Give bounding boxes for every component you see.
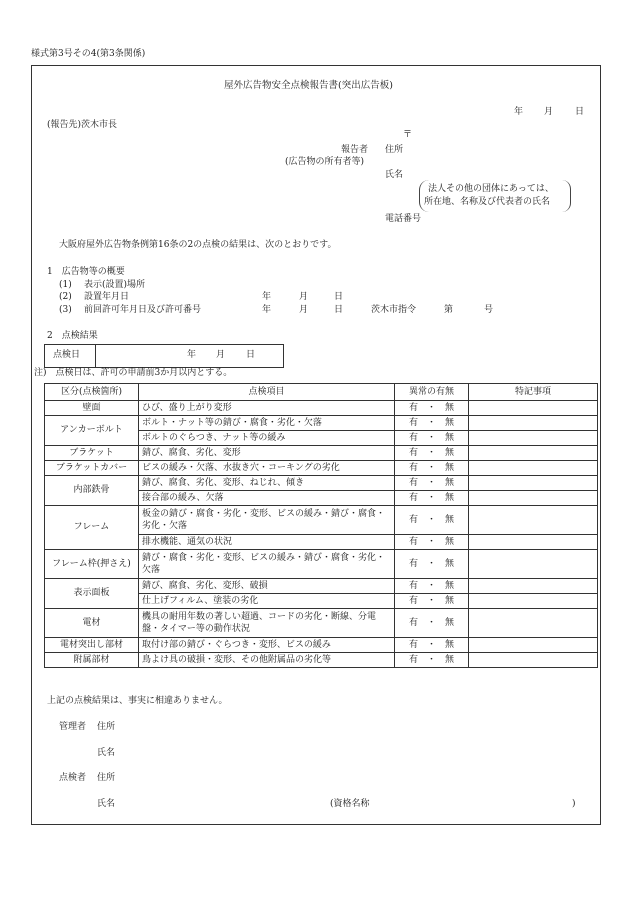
abnormality-cell[interactable]: 有 ・ 無 <box>395 446 469 461</box>
item-cell: ボルトのぐらつき、ナット等の緩み <box>139 431 395 446</box>
remarks-cell[interactable] <box>469 446 598 461</box>
item2-month: 月 <box>299 292 309 302</box>
item-cell: ひび、盛り上がり変形 <box>139 401 395 416</box>
table-row <box>45 476 598 491</box>
inspection-year: 年 <box>187 350 197 360</box>
item-cell: 鳥よけ具の破損・変形、その他附属品の劣化等 <box>139 653 395 668</box>
item-cell: ビスの緩み・欠落、水抜き穴・コーキングの劣化 <box>139 461 395 476</box>
abnormality-cell[interactable]: 有 ・ 無 <box>395 491 469 506</box>
abnormality-cell[interactable]: 有 ・ 無 <box>395 461 469 476</box>
remarks-cell[interactable] <box>469 653 598 668</box>
remarks-cell[interactable] <box>469 550 598 579</box>
date-day: 日 <box>575 107 585 117</box>
item3-dai: 第 <box>444 305 454 315</box>
intro-text: 大阪府屋外広告物条例第16条の2の点検の結果は、次のとおりです。 <box>59 240 337 250</box>
item3-city-order: 茨木市指令 <box>371 305 417 315</box>
table-row <box>45 609 598 638</box>
manager-address-label: 住所 <box>97 722 116 732</box>
table-row <box>45 506 598 535</box>
owner-note: (広告物の所有者等) <box>285 157 365 167</box>
reporter-name-label: 氏名 <box>385 170 404 180</box>
qualification-close: ) <box>572 799 576 809</box>
item-cell: 錆び・腐食・劣化・変形、ビスの緩み・錆び・腐食・劣化・欠落 <box>139 550 395 579</box>
category-cell: ブラケットカバー <box>45 461 139 476</box>
table-row <box>45 416 598 431</box>
inspection-day: 日 <box>246 350 256 360</box>
inspection-note: 注) 点検日は、許可の申請前3か月以内とする。 <box>34 368 233 378</box>
remarks-cell[interactable] <box>469 579 598 594</box>
item-cell: 板金の錆び・腐食・劣化・変形、ビスの緩み・錆び・腐食・劣化・欠落 <box>139 506 395 535</box>
section2-heading: 2 点検結果 <box>47 331 98 341</box>
item1-label: 表示(設置)場所 <box>84 280 146 290</box>
abnormality-cell[interactable]: 有 ・ 無 <box>395 638 469 653</box>
table-header-row <box>45 384 598 401</box>
corp-note-2: 所在地、名称及び代表者の氏名 <box>424 197 551 207</box>
header-remarks: 特記事項 <box>469 384 598 401</box>
declaration: 上記の点検結果は、事実に相違ありません。 <box>47 696 228 706</box>
abnormality-cell[interactable]: 有 ・ 無 <box>395 476 469 491</box>
item3-go: 号 <box>484 305 494 315</box>
category-cell: 附属部材 <box>45 653 139 668</box>
category-cell: 電材突出し部材 <box>45 638 139 653</box>
reporter-role: 報告者 <box>341 145 369 155</box>
remarks-cell[interactable] <box>469 638 598 653</box>
item-cell: 接合部の緩み、欠落 <box>139 491 395 506</box>
item3-month: 月 <box>299 305 309 315</box>
category-cell: フレーム枠(押さえ) <box>45 550 139 579</box>
remarks-cell[interactable] <box>469 476 598 491</box>
addressee: (報告先)茨木市長 <box>47 120 118 130</box>
remarks-cell[interactable] <box>469 461 598 476</box>
table-row <box>45 579 598 594</box>
remarks-cell[interactable] <box>469 431 598 446</box>
item-cell: 錆び、腐食、劣化、変形、ねじれ、傾き <box>139 476 395 491</box>
item-cell: 排水機能、通気の状況 <box>139 535 395 550</box>
item2-label: 設置年月日 <box>84 292 130 302</box>
inspection-date-label: 点検日 <box>53 350 81 360</box>
manager-name-label: 氏名 <box>97 748 116 758</box>
item2-day: 日 <box>334 292 344 302</box>
abnormality-cell[interactable]: 有 ・ 無 <box>395 579 469 594</box>
remarks-cell[interactable] <box>469 416 598 431</box>
manager-label: 管理者 <box>59 722 87 732</box>
inspector-name-label: 氏名 <box>97 799 116 809</box>
header-item: 点検項目 <box>139 384 395 401</box>
reporter-phone-label: 電話番号 <box>385 214 422 224</box>
category-cell: 内部鉄骨 <box>45 476 139 506</box>
table-row <box>45 446 598 461</box>
date-month: 月 <box>544 107 554 117</box>
table-row <box>45 638 598 653</box>
item3-day: 日 <box>334 305 344 315</box>
qualification-open: (資格名称 <box>330 799 370 809</box>
item-cell: ボルト・ナット等の錆び・腐食・劣化・欠落 <box>139 416 395 431</box>
abnormality-cell[interactable]: 有 ・ 無 <box>395 609 469 638</box>
item3-year: 年 <box>262 305 272 315</box>
category-cell: 壁面 <box>45 401 139 416</box>
abnormality-cell[interactable]: 有 ・ 無 <box>395 653 469 668</box>
item-cell: 錆び、腐食、劣化、変形 <box>139 446 395 461</box>
inspector-address-label: 住所 <box>97 773 116 783</box>
table-row <box>45 461 598 476</box>
inspector-label: 点検者 <box>59 773 87 783</box>
page-title: 屋外広告物安全点検報告書(突出広告板) <box>224 80 393 91</box>
item3-num: (3) <box>59 305 72 315</box>
remarks-cell[interactable] <box>469 491 598 506</box>
abnormality-cell[interactable]: 有 ・ 無 <box>395 506 469 535</box>
abnormality-cell[interactable]: 有 ・ 無 <box>395 416 469 431</box>
brace-right <box>562 180 571 212</box>
header-abnormality: 異常の有無 <box>395 384 469 401</box>
reporter-address-label: 住所 <box>385 145 404 155</box>
item-cell: 仕上げフィルム、塗装の劣化 <box>139 594 395 609</box>
remarks-cell[interactable] <box>469 535 598 550</box>
item2-num: (2) <box>59 292 72 302</box>
section1-heading: 1 広告物等の概要 <box>47 267 125 277</box>
inspection-month: 月 <box>216 350 226 360</box>
remarks-cell[interactable] <box>469 506 598 535</box>
postal-mark: 〒 <box>403 130 413 140</box>
table-row <box>45 401 598 416</box>
abnormality-cell[interactable]: 有 ・ 無 <box>395 550 469 579</box>
table-row <box>45 550 598 579</box>
category-cell: フレーム <box>45 506 139 550</box>
category-cell: アンカーボルト <box>45 416 139 446</box>
inspection-table <box>44 383 598 668</box>
item-cell: 錆び、腐食、劣化、変形、破損 <box>139 579 395 594</box>
corp-note-1: 法人その他の団体にあっては、 <box>428 184 554 194</box>
header-category: 区分(点検箇所) <box>45 384 139 401</box>
category-cell: 表示面板 <box>45 579 139 609</box>
item-cell: 機具の耐用年数の著しい超過、コードの劣化・断線、分電盤・タイマー等の動作状況 <box>139 609 395 638</box>
table-row <box>45 653 598 668</box>
item-cell: 取付け部の錆び・ぐらつき・変形、ビスの緩み <box>139 638 395 653</box>
abnormality-cell[interactable]: 有 ・ 無 <box>395 594 469 609</box>
category-cell: 電材 <box>45 609 139 638</box>
abnormality-cell[interactable]: 有 ・ 無 <box>395 401 469 416</box>
remarks-cell[interactable] <box>469 609 598 638</box>
form-id: 様式第3号その4(第3条関係) <box>31 49 146 59</box>
item1-num: (1) <box>59 280 72 290</box>
item2-year: 年 <box>262 292 272 302</box>
item3-label: 前回許可年月日及び許可番号 <box>84 305 202 315</box>
abnormality-cell[interactable]: 有 ・ 無 <box>395 431 469 446</box>
abnormality-cell[interactable]: 有 ・ 無 <box>395 535 469 550</box>
category-cell: ブラケット <box>45 446 139 461</box>
remarks-cell[interactable] <box>469 594 598 609</box>
date-year: 年 <box>514 107 524 117</box>
remarks-cell[interactable] <box>469 401 598 416</box>
